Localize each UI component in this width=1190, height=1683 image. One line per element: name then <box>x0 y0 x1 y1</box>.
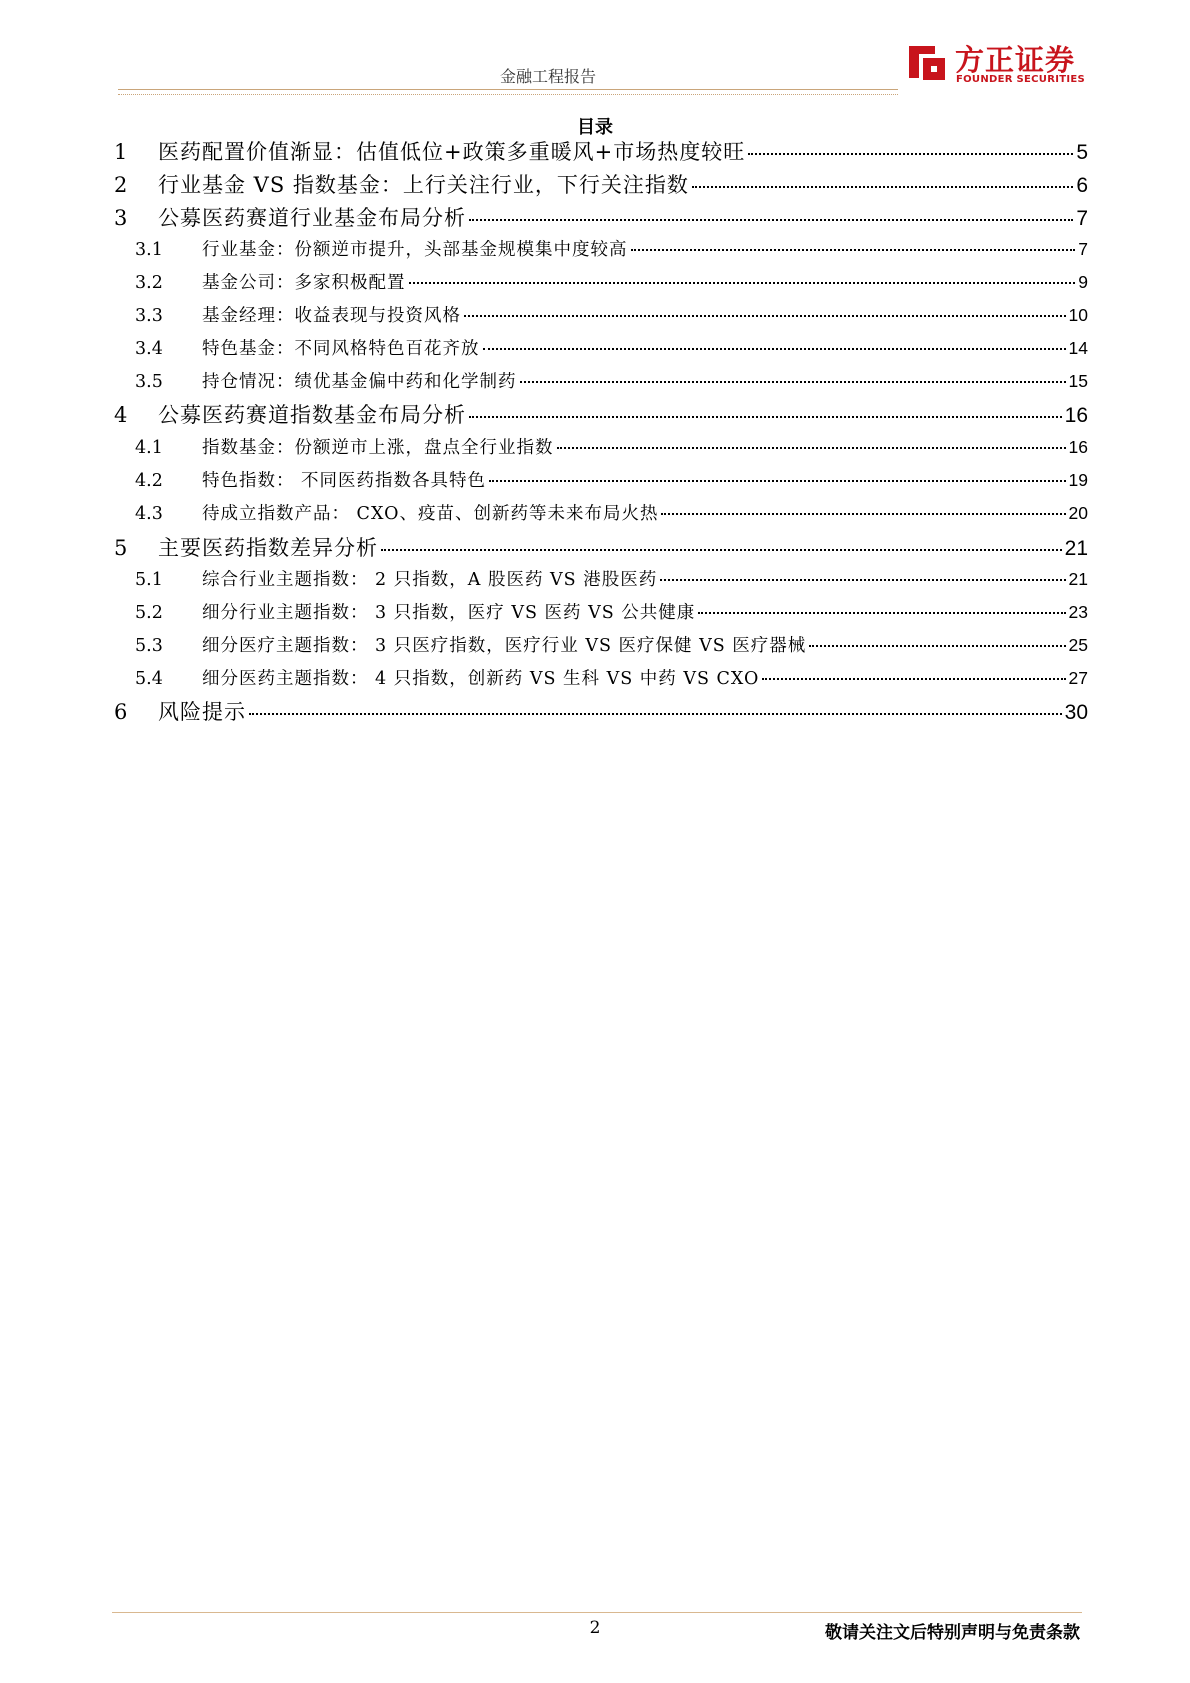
toc-entry-title: 行业基金 VS 指数基金：上行关注行业，下行关注指数 <box>158 173 689 197</box>
toc-entry-title: 基金经理：收益表现与投资风格 <box>202 306 461 326</box>
toc-entry-title: 医药配置价值渐显：估值低位+政策多重暖风+市场热度较旺 <box>158 140 746 164</box>
toc-entry[interactable] <box>135 599 1088 627</box>
toc-entry-title: 主要医药指数差异分析 <box>158 536 378 560</box>
toc-dot-leader <box>409 282 1076 284</box>
toc-entry-page: 27 <box>1068 668 1088 688</box>
toc-entry-page: 23 <box>1068 602 1088 622</box>
toc-dot-leader <box>483 348 1066 350</box>
toc-entry-title: 细分医疗主题指数： 3 只医疗指数，医疗行业 VS 医疗保健 VS 医疗器械 <box>202 636 807 656</box>
logo-english-name: FOUNDER SECURITIES <box>956 74 1086 85</box>
toc-dot-leader <box>520 381 1066 383</box>
toc-dot-leader <box>692 186 1073 188</box>
toc-entry-number: 3.1 <box>135 240 163 260</box>
toc-entry[interactable] <box>135 335 1088 363</box>
toc-dot-leader <box>660 579 1065 581</box>
toc-entry-number: 3 <box>114 206 128 230</box>
toc-entry-number: 3.2 <box>135 273 163 293</box>
toc-dot-leader <box>489 480 1065 482</box>
toc-entry[interactable] <box>135 632 1088 660</box>
toc-dot-leader <box>661 513 1065 515</box>
toc-dot-leader <box>762 678 1065 680</box>
toc-entry-title: 细分行业主题指数： 3 只指数，医疗 VS 医药 VS 公共健康 <box>202 603 696 623</box>
toc-entry-number: 2 <box>114 173 128 197</box>
toc-entry[interactable] <box>114 202 1088 230</box>
toc-entry-page: 15 <box>1068 371 1088 391</box>
toc-entry[interactable] <box>135 368 1088 396</box>
disclaimer-notice: 敬请关注文后特别声明与免责条款 <box>825 1623 1080 1643</box>
page-number: 2 <box>589 1618 601 1638</box>
toc-entry-number: 4.2 <box>135 471 163 491</box>
toc-title: 目录 <box>577 117 613 138</box>
toc-entry-page: 21 <box>1064 537 1088 560</box>
toc-entry[interactable] <box>135 236 1088 264</box>
toc-entry-number: 5.4 <box>135 669 163 689</box>
toc-entry[interactable] <box>135 269 1088 297</box>
company-logo <box>905 38 1095 88</box>
toc-entry-page: 20 <box>1068 503 1088 523</box>
toc-entry-number: 5.3 <box>135 636 163 656</box>
toc-entry-title: 持仓情况：绩优基金偏中药和化学制药 <box>202 372 517 392</box>
report-type-title: 金融工程报告 <box>500 67 597 86</box>
toc-entry[interactable] <box>114 696 1088 724</box>
toc-entry-number: 3.5 <box>135 372 163 392</box>
founder-logo-icon <box>905 40 949 84</box>
toc-entry-title: 公募医药赛道指数基金布局分析 <box>158 403 466 427</box>
toc-entry-number: 4 <box>114 403 128 427</box>
toc-dot-leader <box>249 713 1062 715</box>
toc-entry-page: 7 <box>1078 239 1088 259</box>
toc-dot-leader <box>698 612 1065 614</box>
toc-entry[interactable] <box>135 665 1088 693</box>
toc-entry-number: 3.4 <box>135 339 163 359</box>
toc-dot-leader <box>557 447 1066 449</box>
toc-entry-page: 14 <box>1068 338 1088 358</box>
toc-entry[interactable] <box>114 136 1088 164</box>
toc-dot-leader <box>631 249 1076 251</box>
toc-entry[interactable] <box>135 500 1088 528</box>
toc-dot-leader <box>469 219 1073 221</box>
toc-entry-number: 5.1 <box>135 570 163 590</box>
toc-entry-title: 待成立指数产品： CXO、疫苗、创新药等未来布局火热 <box>202 504 659 524</box>
toc-entry-page: 21 <box>1068 569 1088 589</box>
toc-dot-leader <box>809 645 1065 647</box>
toc-entry-number: 6 <box>114 700 128 724</box>
toc-entry-page: 6 <box>1076 174 1088 197</box>
toc-entry[interactable] <box>114 399 1088 427</box>
toc-entry-page: 16 <box>1068 437 1088 457</box>
toc-entry-title: 综合行业主题指数： 2 只指数，A 股医药 VS 港股医药 <box>202 570 658 590</box>
toc-entry[interactable] <box>114 169 1088 197</box>
toc-entry-title: 特色指数： 不同医药指数各具特色 <box>202 471 487 491</box>
footer-divider <box>112 1612 1082 1613</box>
toc-entry-number: 4.1 <box>135 438 163 458</box>
toc-dot-leader <box>381 549 1062 551</box>
toc-entry-title: 指数基金：份额逆市上涨，盘点全行业指数 <box>202 438 554 458</box>
toc-dot-leader <box>464 315 1066 317</box>
toc-entry[interactable] <box>114 532 1088 560</box>
toc-entry-title: 特色基金：不同风格特色百花齐放 <box>202 339 480 359</box>
toc-entry-number: 5 <box>114 536 128 560</box>
toc-entry-number: 5.2 <box>135 603 163 623</box>
toc-entry-number: 1 <box>114 140 128 164</box>
toc-entry-page: 9 <box>1078 272 1088 292</box>
toc-entry-number: 3.3 <box>135 306 163 326</box>
toc-entry-title: 公募医药赛道行业基金布局分析 <box>158 206 466 230</box>
toc-entry-page: 16 <box>1064 404 1088 427</box>
header-divider-dotted <box>118 94 898 95</box>
logo-chinese-name: 方正证券 <box>955 43 1076 77</box>
toc-entry[interactable] <box>135 434 1088 462</box>
toc-dot-leader <box>748 153 1073 155</box>
toc-entry[interactable] <box>135 467 1088 495</box>
toc-dot-leader <box>469 416 1062 418</box>
header-divider <box>118 89 898 90</box>
toc-entry-page: 25 <box>1068 635 1088 655</box>
toc-entry-page: 7 <box>1076 207 1088 230</box>
toc-entry-number: 4.3 <box>135 504 163 524</box>
toc-entry[interactable] <box>135 566 1088 594</box>
toc-entry-page: 19 <box>1068 470 1088 490</box>
toc-entry-page: 5 <box>1076 141 1088 164</box>
toc-entry-title: 行业基金：份额逆市提升，头部基金规模集中度较高 <box>202 240 628 260</box>
toc-entry-title: 基金公司：多家积极配置 <box>202 273 406 293</box>
toc-entry-page: 30 <box>1064 701 1088 724</box>
toc-entry[interactable] <box>135 302 1088 330</box>
toc-entry-title: 风险提示 <box>158 700 246 724</box>
toc-entry-page: 10 <box>1068 305 1088 325</box>
toc-entry-title: 细分医药主题指数： 4 只指数，创新药 VS 生科 VS 中药 VS CXO <box>202 669 760 689</box>
